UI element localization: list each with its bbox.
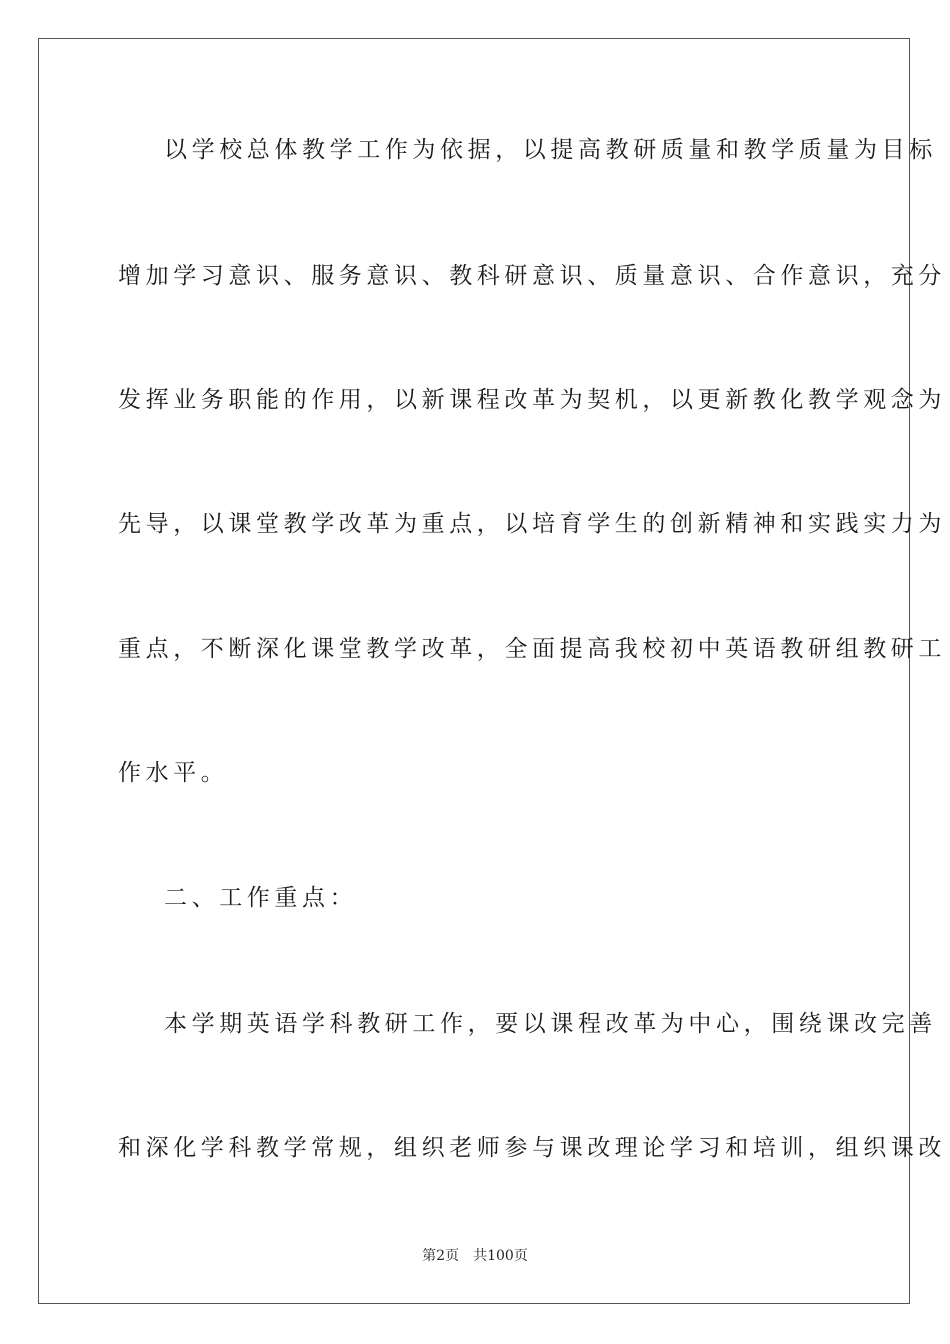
paragraph-line-8: 和深化学科教学常规，组织老师参与课改理论学习和培训，组织课改 <box>118 1135 946 1161</box>
page-border <box>38 38 946 1304</box>
page-footer <box>0 1247 950 1265</box>
paragraph-line-4: 先导，以课堂教学改革为重点，以培育学生的创新精神和实践实力为 <box>118 511 946 537</box>
page-current: 第2页 <box>422 1248 460 1264</box>
paragraph-line-6: 作水平。 <box>118 760 229 786</box>
paragraph-line-5: 重点，不断深化课堂教学改革，全面提高我校初中英语教研组教研工 <box>118 636 946 662</box>
section-heading: 二、工作重点： <box>164 885 358 911</box>
paragraph-line-1: 以学校总体教学工作为依据，以提高教研质量和教学质量为目标 <box>164 137 937 163</box>
page-total: 共100页 <box>473 1248 528 1264</box>
paragraph-line-3: 发挥业务职能的作用，以新课程改革为契机，以更新教化教学观念为 <box>118 387 946 413</box>
paragraph-line-7: 本学期英语学科教研工作，要以课程改革为中心，围绕课改完善 <box>164 1011 937 1037</box>
paragraph-line-2: 增加学习意识、服务意识、教科研意识、质量意识、合作意识，充分 <box>118 263 946 289</box>
